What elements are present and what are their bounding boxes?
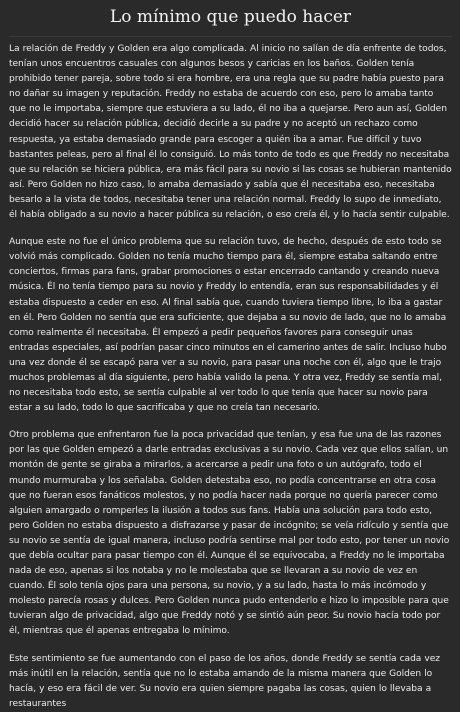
story-body (9, 37, 452, 712)
paragraph-3: Otro problema que enfrentaron fue la poca privacidad que tenían, y esa fue una de las razones por las que Golden empezó a darle entradas exclusivas a su novio. Cada vez que ellos salían, un montón de gente se giraba a mirarlos, a acercarse a pedir una foto o un autógrafo, todo el mundo murmuraba y los señalaba. Golden detestaba eso, no podía concentrarse en otra cosa que no fueran esos fanáticos molestos, y no podía hacer nada porque no quería parecer como alguien amargado o romperles la ilusión a todos sus fans. Había una solución para todo esto, pero Golden no estaba dispuesto a disfrazarse y pasar de incógnito; se veía ridículo y sentía que su novio se sentía de igual manera, incluso podría sentirse mal por todo esto, por tener un novio que debía ocultar para pasar tiempo con él. Aunque él se equivocaba, a Freddy no le importaba nada de eso, apenas si los notaba y no le molestaba que se llevaran a su novio de vez en cuando. Él solo tenía ojos para una persona, su novio, y a su lado, hasta lo más incómodo y molesto parecía rosas y dulces. Pero Golden nunca pudo entenderlo e hizo lo imposible para que tuvieran algo de privacidad, algo que Freddy notó y se sintió aún peor. Su novio hacía todo por él, mientras que él apenas entregaba lo mínimo. (9, 430, 450, 637)
paragraph-4: Este sentimiento se fue aumentando con el paso de los años, donde Freddy se sentía cada vez más inútil en la relación, sentía que no lo estaba amando de la misma manera que Golden lo hacía, y eso era fácil de ver. Su novio era quien siempre pagaba las cosas, quien lo llevaba a restaurantes (9, 653, 440, 709)
story-title: Lo mínimo que puedo hacer (9, 0, 452, 37)
paragraph-2: Aunque este no fue el único problema que su relación tuvo, de hecho, después de esto todo se volvió más complicado. Golden no tenía mucho tiempo para él, siempre estaba saltando entre conciertos, firmas para fans, grabar promociones o estar encerrado cantando y creando nueva música. Él no tenía tiempo para su novio y Freddy lo entendía, eran sus responsabilidades y él estaba dispuesto a ceder en eso. Al final sabía que, cuando tuviera tiempo libre, lo iba a gastar en él. Pero Golden no sentía que era suficiente, que dejaba a su novio de lado, que no lo amaba como realmente él necesitaba. Él empezó a pedir pequeños favores para conseguir unas entradas especiales, así podrían pasar cinco minutos en el camerino antes de salir. Incluso hubo una vez donde él se escapó para ver a su novio, para pasar una noche con él, algo que le trajo muchos problemas al día siguiente, pero había valido la pena. Y otra vez, Freddy se sentía mal, no necesitaba todo esto, se sentía culpable al ver todo lo que tenía que hacer su novio para estar a su lado, todo lo que sacrificaba y que no creía tan necesario. (9, 237, 447, 414)
paragraph-1: La relación de Freddy y Golden era algo complicada. Al inicio no salían de día enfrente de todos, tenían unos encuentros casuales con algunos besos y caricias en los baños. Golden tenía prohibido tener pareja, sobre todo si era hombre, era una regla que su padre había puesto para no dañar su imagen y reputación. Freddy no estaba de acuerdo con eso, pero lo amaba tanto que no le importaba, siempre que estuviera a su lado, él no iba a quejarse. Pero aun así, Golden decidió hacer su relación pública, decidió decirle a su padre y no aceptó un rechazo como respuesta, ya estaba demasiado grande para escoger a quién iba a amar. Fue difícil y tuvo bastantes peleas, pero al final él lo consiguió. Lo más tonto de todo es que Freddy no necesitaba que su relación se hiciera pública, era más fácil para su novio si las cosas se hubieran mantenido así. Pero Golden no hizo caso, lo amaba demasiado y sabía que él necesitaba eso, necesitaba besarlo a la vista de todos, necesitaba tener una relación normal. Freddy lo supo de inmediato, él había obligado a su novio a hacer pública su relación, o eso creía él, y lo hacía sentir culpable. (9, 44, 452, 221)
